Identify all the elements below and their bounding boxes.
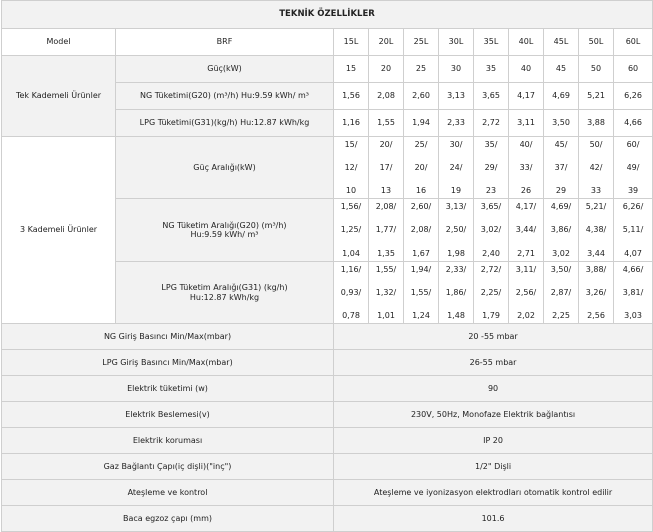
range-value: 2,08/: [375, 202, 397, 211]
range-value: 30/: [449, 140, 463, 149]
general-spec-label: Elektrik koruması: [2, 428, 334, 454]
general-spec-row: [2, 324, 653, 350]
spec-value-range: [474, 262, 509, 324]
spec-value: 4,69: [544, 83, 579, 110]
range-value: 10: [345, 185, 357, 195]
range-value: 1,67: [412, 248, 430, 258]
range-value: 1,48: [447, 310, 465, 320]
value-stack: [370, 140, 402, 195]
spec-value: 2,60: [404, 83, 439, 110]
range-value: 2,40: [482, 248, 500, 258]
range-value: 1,55/: [410, 287, 432, 297]
spec-value-range: [544, 199, 579, 262]
range-value: 3,88/: [585, 265, 607, 274]
spec-value-range: [334, 199, 369, 262]
range-value: 3,13/: [445, 202, 467, 211]
value-stack: [370, 265, 402, 320]
spec-value-range: [369, 262, 404, 324]
spec-value-range: [474, 199, 509, 262]
size-header: 50L: [579, 29, 614, 56]
general-spec-value: 90: [334, 376, 653, 402]
header-row: [2, 29, 653, 56]
value-stack: [440, 202, 472, 258]
value-stack: [580, 140, 612, 195]
general-spec-label: Ateşleme ve kontrol: [2, 480, 334, 506]
size-header: 15L: [334, 29, 369, 56]
three-stage-group-label: 3 Kademeli Ürünler: [2, 137, 116, 324]
spec-value-range: [369, 199, 404, 262]
three-stage-row: [2, 137, 653, 199]
spec-value-range: [509, 137, 544, 199]
range-value: 17/: [379, 162, 393, 172]
spec-value: 2,08: [369, 83, 404, 110]
range-value: 26: [520, 185, 532, 195]
range-value: 6,26/: [622, 202, 644, 211]
range-value: 2,08/: [410, 225, 432, 235]
range-value: 13: [380, 185, 392, 195]
value-stack: [545, 202, 577, 258]
size-header: 25L: [404, 29, 439, 56]
value-stack: [405, 265, 437, 320]
spec-label: [116, 262, 334, 324]
general-spec-row: [2, 376, 653, 402]
range-value: 4,69/: [550, 202, 572, 211]
range-value: 0,78: [342, 310, 360, 320]
range-value: 4,07: [624, 248, 642, 258]
range-value: 29: [555, 185, 567, 195]
spec-value: 1,16: [334, 110, 369, 137]
size-header: 35L: [474, 29, 509, 56]
range-value: 2,71: [517, 248, 535, 258]
range-value: 1,79: [482, 310, 500, 320]
spec-value: 1,56: [334, 83, 369, 110]
spec-value: 25: [404, 56, 439, 83]
range-value: 2,72/: [480, 265, 502, 274]
spec-value: 40: [509, 56, 544, 83]
value-stack: [615, 140, 651, 195]
value-stack: [510, 265, 542, 320]
spec-value: 30: [439, 56, 474, 83]
range-value: 19: [450, 185, 462, 195]
range-value: 24/: [449, 162, 463, 172]
range-value: 2,50/: [445, 225, 467, 235]
range-value: 33/: [519, 162, 533, 172]
range-value: 3,44: [587, 248, 605, 258]
spec-value-range: [544, 262, 579, 324]
general-spec-label: NG Giriş Basıncı Min/Max(mbar): [2, 324, 334, 350]
spec-label: [116, 137, 334, 199]
range-value: 1,94/: [410, 265, 432, 274]
range-value: 20/: [414, 162, 428, 172]
size-header: 60L: [614, 29, 653, 56]
range-value: 1,35: [377, 248, 395, 258]
single-stage-group-label: Tek Kademeli Ürünler: [2, 56, 116, 137]
range-value: 1,24: [412, 310, 430, 320]
range-value: 1,86/: [445, 287, 467, 297]
range-value: 49/: [626, 162, 640, 172]
range-value: 3,50/: [550, 265, 572, 274]
general-spec-row: [2, 454, 653, 480]
range-value: 40/: [519, 140, 533, 149]
range-value: 42/: [589, 162, 603, 172]
spec-value-range: [614, 199, 653, 262]
value-stack: [510, 202, 542, 258]
value-stack: [440, 265, 472, 320]
spec-value: 1,55: [369, 110, 404, 137]
value-stack: [335, 140, 367, 195]
value-stack: [580, 265, 612, 320]
value-stack: [615, 265, 651, 320]
general-spec-row: [2, 428, 653, 454]
spec-value-range: [404, 137, 439, 199]
value-stack: [475, 140, 507, 195]
spec-value-range: [579, 137, 614, 199]
spec-value-range: [579, 199, 614, 262]
spec-value: 15: [334, 56, 369, 83]
range-value: 2,33/: [445, 265, 467, 274]
spec-value: 3,13: [439, 83, 474, 110]
value-stack: [615, 202, 651, 258]
range-value: 2,25: [552, 310, 570, 320]
spec-value: 4,66: [614, 110, 653, 137]
general-spec-value: 1/2" Dişli: [334, 454, 653, 480]
range-value: 2,87/: [550, 287, 572, 297]
spec-label: Güç(kW): [116, 56, 334, 83]
spec-value-range: [474, 137, 509, 199]
range-value: 3,26/: [585, 287, 607, 297]
range-value: 3,86/: [550, 225, 572, 235]
table-title: TEKNİK ÖZELLİKLER: [2, 1, 653, 29]
spec-label-line: LPG Tüketim Aralığı(G31) (kg/h): [161, 283, 288, 293]
general-spec-label: Baca egzoz çapı (mm): [2, 506, 334, 532]
general-spec-value: 20 -55 mbar: [334, 324, 653, 350]
range-value: 45/: [554, 140, 568, 149]
spec-value: 3,88: [579, 110, 614, 137]
spec-value: 5,21: [579, 83, 614, 110]
range-value: 3,65/: [480, 202, 502, 211]
value-stack: [370, 202, 402, 258]
value-stack: [440, 140, 472, 195]
size-header: 40L: [509, 29, 544, 56]
model-header: Model: [2, 29, 116, 56]
range-value: 50/: [589, 140, 603, 149]
range-value: 4,17/: [515, 202, 537, 211]
spec-value: 3,50: [544, 110, 579, 137]
range-value: 1,55/: [375, 265, 397, 274]
range-value: 29/: [484, 162, 498, 172]
spec-value-range: [614, 137, 653, 199]
range-value: 2,25/: [480, 287, 502, 297]
range-value: 4,66/: [622, 265, 644, 274]
spec-value: 3,65: [474, 83, 509, 110]
value-stack: [545, 140, 577, 195]
range-value: 1,77/: [375, 225, 397, 235]
spec-value-range: [334, 137, 369, 199]
value-stack: [405, 140, 437, 195]
range-value: 2,02: [517, 310, 535, 320]
spec-value-range: [404, 199, 439, 262]
spec-value-range: [614, 262, 653, 324]
range-value: 5,21/: [585, 202, 607, 211]
spec-label-line: Güç Aralığı(kW): [193, 162, 256, 172]
value-stack: [580, 202, 612, 258]
single-stage-row: [2, 56, 653, 83]
value-stack: [510, 140, 542, 195]
general-spec-row: [2, 350, 653, 376]
range-value: 5,11/: [622, 225, 644, 235]
spec-label: LPG Tüketimi(G31)(kg/h) Hu:12.87 kWh/kg: [116, 110, 334, 137]
spec-table-body: [2, 1, 653, 532]
range-value: 1,56/: [340, 202, 362, 211]
general-spec-value: Ateşleme ve iyonizasyon elektrodları otomatik kontrol edilir: [334, 480, 653, 506]
spec-value: 4,17: [509, 83, 544, 110]
spec-value: 2,72: [474, 110, 509, 137]
general-spec-label: Elektrik Beslemesi(v): [2, 402, 334, 428]
size-header: 30L: [439, 29, 474, 56]
spec-value-range: [369, 137, 404, 199]
range-value: 15/: [344, 140, 358, 149]
spec-value-range: [579, 262, 614, 324]
spec-label-line: NG Tüketim Aralığı(G20) (m³/h): [162, 220, 287, 230]
general-spec-value: IP 20: [334, 428, 653, 454]
spec-value: 3,11: [509, 110, 544, 137]
range-value: 2,60/: [410, 202, 432, 211]
range-value: 3,44/: [515, 225, 537, 235]
value-stack: [475, 202, 507, 258]
range-value: 0,93/: [340, 287, 362, 297]
general-spec-row: [2, 480, 653, 506]
general-spec-value: 101.6: [334, 506, 653, 532]
range-value: 2,56/: [515, 287, 537, 297]
range-value: 1,25/: [340, 225, 362, 235]
range-value: 1,16/: [340, 265, 362, 274]
spec-label: NG Tüketimi(G20) (m³/h) Hu:9.59 kWh/ m³: [116, 83, 334, 110]
spec-value-range: [439, 137, 474, 199]
spec-label-line: Hu:9.59 kWh/ m³: [190, 230, 259, 239]
range-value: 1,04: [342, 248, 360, 258]
value-stack: [335, 202, 367, 258]
range-value: 33: [590, 185, 602, 195]
range-value: 20/: [379, 140, 393, 149]
general-spec-label: Gaz Bağlantı Çapı(iç dişli)("inç"): [2, 454, 334, 480]
general-spec-label: LPG Giriş Basıncı Min/Max(mbar): [2, 350, 334, 376]
value-stack: [475, 265, 507, 320]
range-value: 3,02: [552, 248, 570, 258]
range-value: 1,01: [377, 310, 395, 320]
value-stack: [335, 265, 367, 320]
brf-header: BRF: [116, 29, 334, 56]
general-spec-value: 26-55 mbar: [334, 350, 653, 376]
range-value: 3,03: [624, 310, 642, 320]
range-value: 3,81/: [622, 287, 644, 297]
value-stack: [545, 265, 577, 320]
range-value: 16: [415, 185, 427, 195]
spec-value-range: [544, 137, 579, 199]
general-spec-row: [2, 402, 653, 428]
spec-value: 45: [544, 56, 579, 83]
range-value: 2,56: [587, 310, 605, 320]
spec-value-range: [439, 199, 474, 262]
spec-table: [1, 0, 653, 532]
range-value: 39: [627, 185, 639, 195]
range-value: 60/: [626, 140, 640, 149]
spec-value-range: [509, 199, 544, 262]
range-value: 35/: [484, 140, 498, 149]
size-header: 45L: [544, 29, 579, 56]
range-value: 1,98: [447, 248, 465, 258]
value-stack: [405, 202, 437, 258]
spec-value: 6,26: [614, 83, 653, 110]
range-value: 3,02/: [480, 225, 502, 235]
spec-label: [116, 199, 334, 262]
range-value: 3,11/: [515, 265, 537, 274]
range-value: 12/: [344, 162, 358, 172]
spec-value-range: [334, 262, 369, 324]
spec-value-range: [404, 262, 439, 324]
spec-value: 1,94: [404, 110, 439, 137]
size-header: 20L: [369, 29, 404, 56]
range-value: 37/: [554, 162, 568, 172]
spec-value: 2,33: [439, 110, 474, 137]
spec-value: 50: [579, 56, 614, 83]
spec-value-range: [439, 262, 474, 324]
range-value: 4,38/: [585, 225, 607, 235]
general-spec-label: Elektrik tüketimi (w): [2, 376, 334, 402]
spec-label-line: Hu:12.87 kWh/kg: [189, 292, 260, 302]
spec-value: 20: [369, 56, 404, 83]
range-value: 1,32/: [375, 287, 397, 297]
spec-value: 60: [614, 56, 653, 83]
general-spec-row: [2, 506, 653, 532]
spec-value-range: [509, 262, 544, 324]
range-value: 23: [485, 185, 497, 195]
range-value: 25/: [414, 140, 428, 149]
spec-value: 35: [474, 56, 509, 83]
general-spec-value: 230V, 50Hz, Monofaze Elektrik bağlantısı: [334, 402, 653, 428]
